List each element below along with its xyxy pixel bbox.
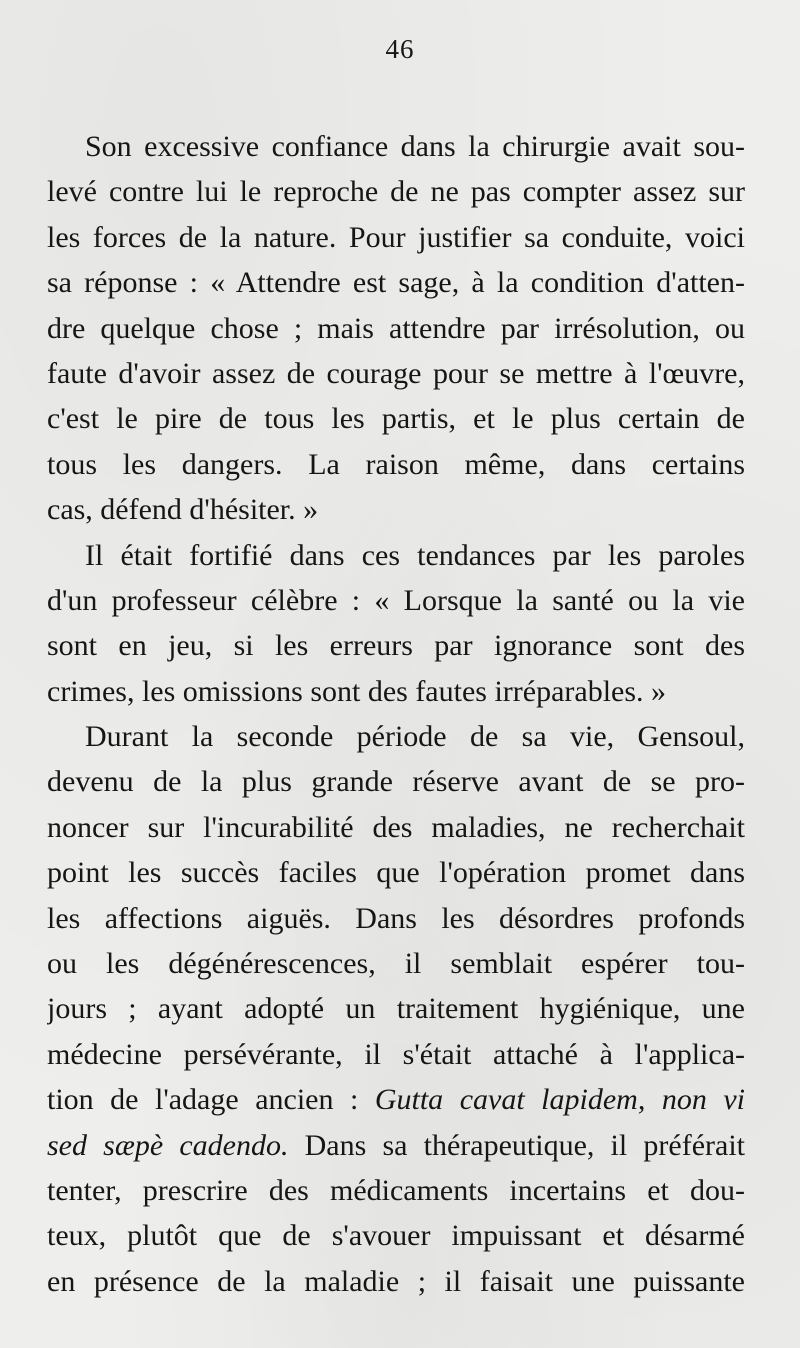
text-line [47, 1123, 745, 1168]
text-line: noncer sur l'incurabilité des maladies, ne recherchait [47, 810, 745, 844]
text-line: point les succès faciles que l'opération promet dans [47, 856, 745, 890]
text-line: sa réponse : « Attendre est sage, à la condition d'atten- [47, 266, 745, 300]
text-line: tenter, prescrire des médicaments incertains et dou- [47, 1173, 745, 1207]
italic-latin-phrase: Gutta cavat lapidem, non vi [374, 1083, 745, 1117]
text-line: cas, défend d'hésiter. » [47, 493, 319, 527]
text-line: teux, plutôt que de s'avouer impuissant et désarmé [47, 1219, 745, 1253]
text-line: médecine persévérante, il s'était attaché à l'applica- [47, 1037, 745, 1071]
body-text [47, 124, 745, 1304]
text-line: jours ; ayant adopté un traitement hygiénique, une [47, 992, 745, 1026]
text-segment: Dans sa thérapeutique, il préférait [288, 1128, 745, 1162]
text-line: levé contre lui le reproche de ne pas compter assez sur [47, 175, 745, 209]
text-line: Son excessive confiance dans la chirurgie avait sou- [85, 130, 745, 163]
text-line: d'un professeur célèbre : « Lorsque la santé ou la vie [47, 583, 745, 617]
text-line: en présence de la maladie ; il faisait une puissante [47, 1264, 745, 1298]
text-line: Il était fortifié dans ces tendances par les paroles [85, 538, 745, 572]
text-line: sont en jeu, si les erreurs par ignorance sont des [47, 629, 745, 663]
text-line: ou les dégénérescences, il semblait espérer tou- [47, 947, 745, 981]
italic-latin-phrase: sed sæpè cadendo. [47, 1128, 289, 1162]
text-line: les forces de la nature. Pour justifier sa conduite, voici [47, 220, 745, 254]
text-line: tous les dangers. La raison même, dans certains [47, 447, 745, 481]
text-line: crimes, les omissions sont des fautes irréparables. » [47, 674, 667, 708]
text-line: devenu de la plus grande réserve avant de se pro- [47, 765, 745, 799]
text-line: dre quelque chose ; mais attendre par irrésolution, ou [47, 311, 745, 345]
text-segment: tion de l'adage ancien : [47, 1083, 375, 1117]
text-line: Durant la seconde période de sa vie, Gensoul, [85, 720, 745, 754]
page-number: 46 [385, 34, 415, 64]
text-line [47, 1077, 745, 1122]
text-line: c'est le pire de tous les partis, et le plus certain de [47, 402, 745, 436]
text-line: faute d'avoir assez de courage pour se mettre à l'œuvre, [47, 356, 745, 390]
text-line: les affections aiguës. Dans les désordres profonds [47, 901, 745, 935]
